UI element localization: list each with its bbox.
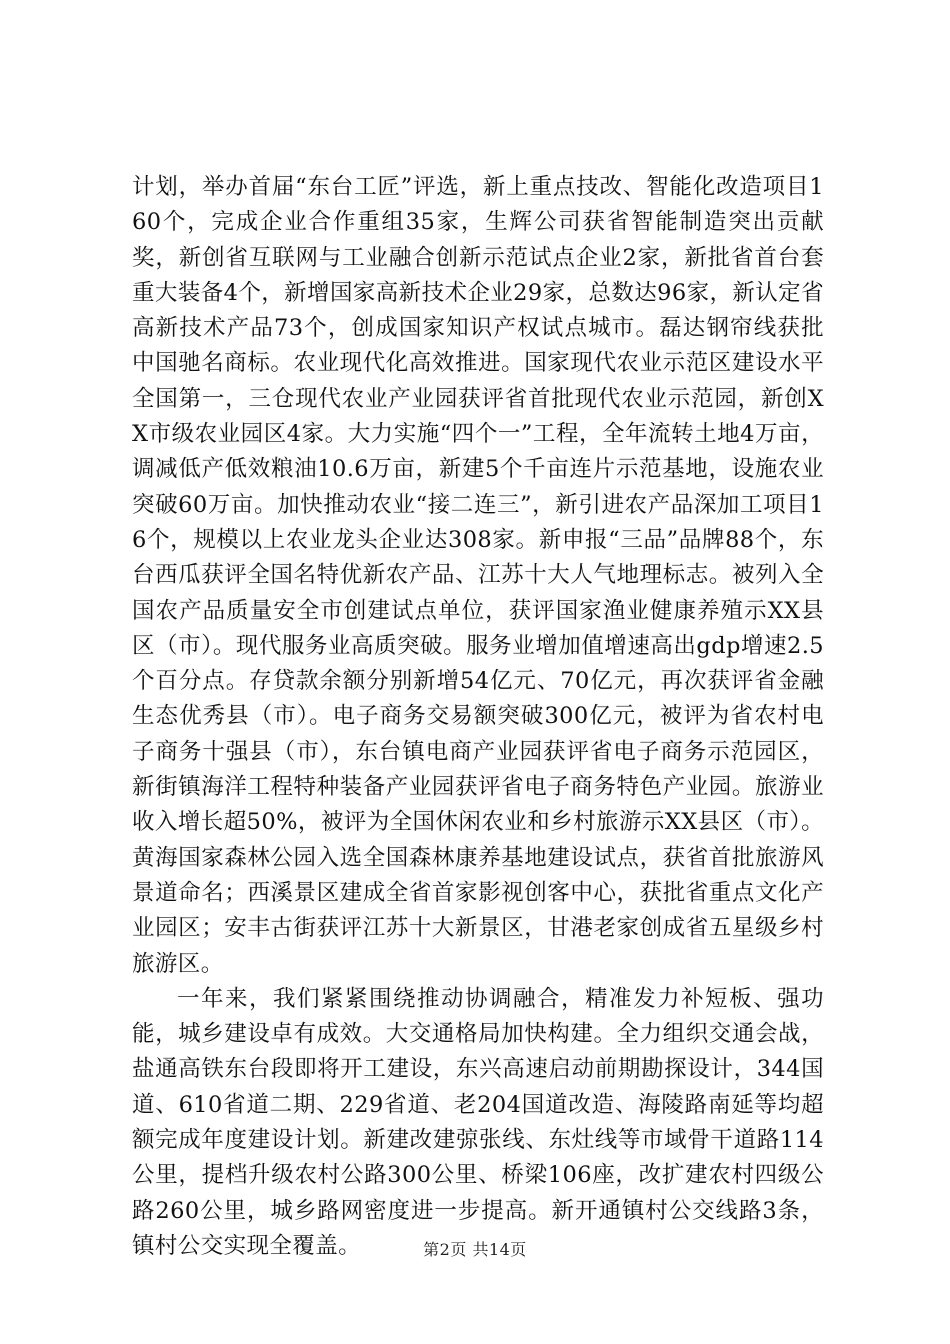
page-number-footer: 第2页 共14页 [423,1240,527,1259]
paragraph-urban-construction: 一年来，我们紧紧围绕推动协调融合，精准发力补短板、强功能，城乡建设卓有成效。大交通格局加快构建。全力组织交通会战，盐通高铁东台段即将开工建设，东兴高速启动前期勘探设计，344国道、610省道二期、229省道、老204国道改造、海陵路南延等均超额完成年度建设计划。新建改建弶张线、东灶线等市域骨干道路114公里，提档升级农村公路300公里、桥梁106座，改扩建农村四级公路260公里，城乡路网密度进一步提高。新开通镇村公交线路3条，镇村公交实现全覆盖。 [132,985,824,1259]
paragraph-continuation: 计划，举办首届“东台工匠”评选，新上重点技改、智能化改造项目160个，完成企业合作重组35家，生辉公司获省智能制造突出贡献奖，新创省互联网与工业融合创新示范试点企业2家，新批省首台套重大装备4个，新增国家高新技术企业29家，总数达96家，新认定省高新技术产品73个，创成国家知识产权试点城市。磊达钢帘线获批中国驰名商标。农业现代化高效推进。国家现代农业示范区建设水平全国第一，三仓现代农业产业园获评省首批现代农业示范园，新创XX市级农业园区4家。大力实施“四个一”工程，全年流转土地4万亩，调减低产低效粮油10.6万亩，新建5个千亩连片示范基地，设施农业突破60万亩。加快推动农业“接二连三”，新引进农产品深加工项目16个，规模以上农业龙头企业达308家。新申报“三品”品牌88个，东台西瓜获评全国名特优新农产品、江苏十大人气地理标志。被列入全国农产品质量安全市创建试点单位，获评国家渔业健康养殖示XX县区（市）。现代服务业高质突破。服务业增加值增速高出gdp增速2.5个百分点。存贷款余额分别新增54亿元、70亿元，再次获评省金融生态优秀县（市）。电子商务交易额突破300亿元，被评为省农村电子商务十强县（市），东台镇电商产业园获评省电子商务示范园区，新街镇海洋工程特种装备产业园获评省电子商务特色产业园。旅游业收入增长超50%，被评为全国休闲农业和乡村旅游示XX县区（市）。黄海国家森林公园入选全国森林康养基地建设试点，获省首批旅游风景道命名；西溪景区建成全省首家影视创客中心，获批省重点文化产业园区；安丰古街获评江苏十大新景区，甘港老家创成省五星级乡村旅游区。 [132,174,824,977]
document-body [132,170,824,1264]
